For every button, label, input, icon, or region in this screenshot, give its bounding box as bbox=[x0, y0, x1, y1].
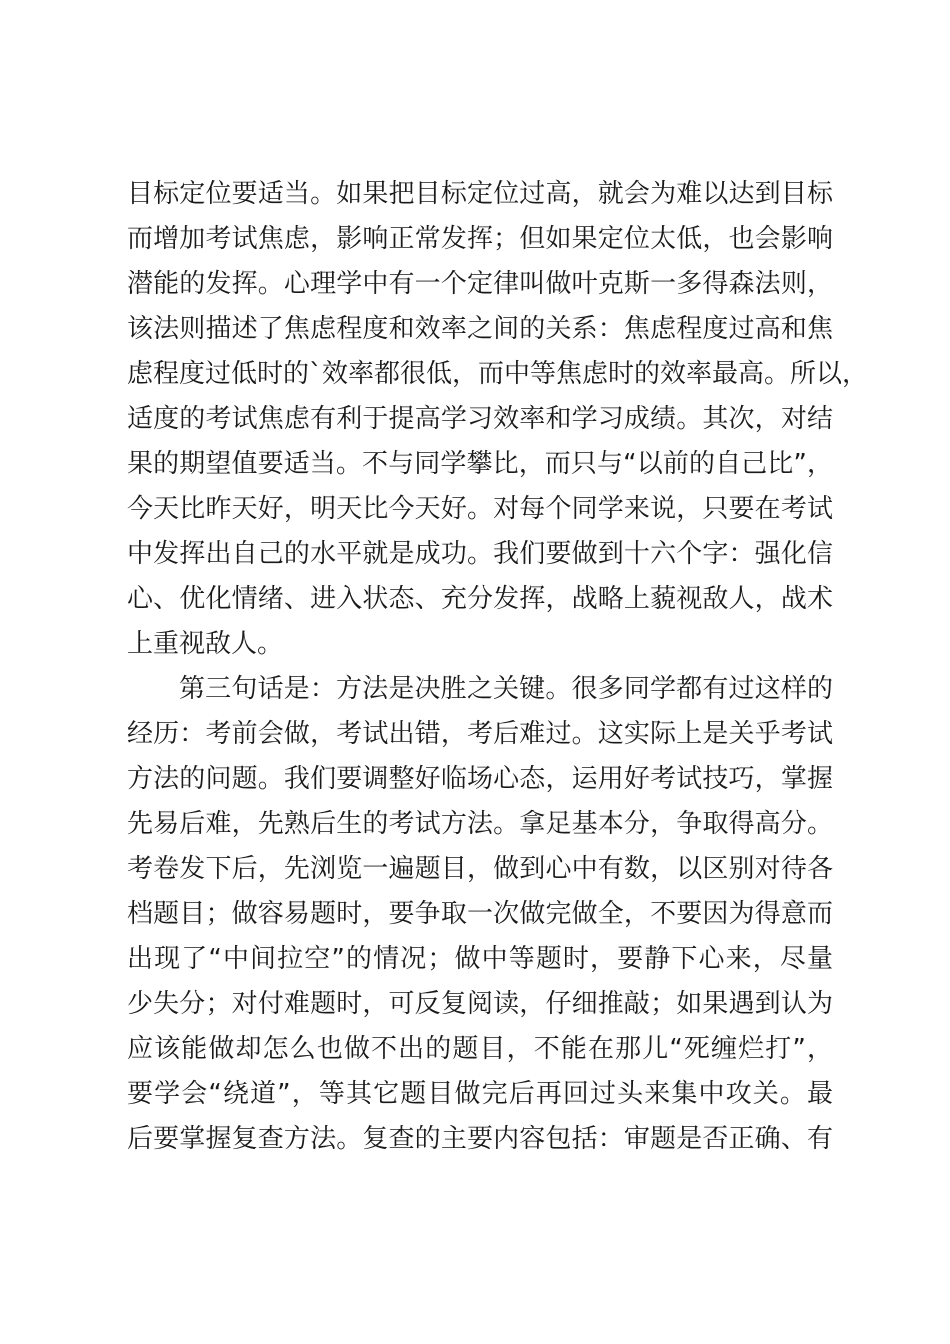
text-line: 目标定位要适当。如果把目标定位过高，就会为难以达到目标 bbox=[127, 179, 833, 209]
text-line: 要学会“绕道”，等其它题目做完后再回过头来集中攻关。最 bbox=[127, 1079, 833, 1109]
text-line: 心、优化情绪、进入状态、充分发挥，战略上藐视敌人，战术 bbox=[127, 584, 833, 614]
text-line: 考卷发下后，先浏览一遍题目，做到心中有数，以区别对待各 bbox=[127, 854, 833, 884]
text-line: 方法的问题。我们要调整好临场心态，运用好考试技巧，掌握 bbox=[127, 764, 833, 794]
text-line: 先易后难，先熟后生的考试方法。拿足基本分，争取得高分。 bbox=[127, 809, 833, 839]
body-text bbox=[127, 172, 869, 1162]
text-line: 适度的考试焦虑有利于提高学习效率和学习成绩。其次，对结 bbox=[127, 404, 833, 434]
text-line: 出现了“中间拉空”的情况；做中等题时，要静下心来，尽量 bbox=[127, 944, 833, 974]
text-line: 该法则描述了焦虑程度和效率之间的关系：焦虑程度过高和焦 bbox=[127, 314, 833, 344]
text-line: 后要掌握复查方法。复查的主要内容包括：审题是否正确、有 bbox=[127, 1124, 833, 1154]
text-line: 今天比昨天好，明天比今天好。对每个同学来说，只要在考试 bbox=[127, 494, 833, 524]
text-line: 第三句话是：方法是决胜之关键。很多同学都有过这样的 bbox=[179, 674, 833, 704]
text-line: 中发挥出自己的水平就是成功。我们要做到十六个字：强化信 bbox=[127, 539, 833, 569]
text-line: 果的期望值要适当。不与同学攀比，而只与“以前的自己比”， bbox=[127, 449, 833, 479]
text-line: 少失分；对付难题时，可反复阅读，仔细推敲；如果遇到认为 bbox=[127, 989, 833, 1019]
text-line: 而增加考试焦虑，影响正常发挥；但如果定位太低，也会影响 bbox=[127, 224, 833, 254]
text-line: 应该能做却怎么也做不出的题目，不能在那儿“死缠烂打”， bbox=[127, 1034, 833, 1064]
paragraph-1 bbox=[127, 172, 869, 667]
text-line: 经历：考前会做，考试出错，考后难过。这实际上是关乎考试 bbox=[127, 719, 833, 749]
text-line: 潜能的发挥。心理学中有一个定律叫做叶克斯一多得森法则， bbox=[127, 269, 833, 299]
paragraph-2 bbox=[127, 667, 833, 1162]
text-line: 档题目；做容易题时，要争取一次做完做全，不要因为得意而 bbox=[127, 899, 833, 929]
text-line: 虑程度过低时的`效率都很低，而中等焦虑时的效率最高。所以， bbox=[127, 359, 869, 389]
text-line: 上重视敌人。 bbox=[127, 629, 284, 659]
